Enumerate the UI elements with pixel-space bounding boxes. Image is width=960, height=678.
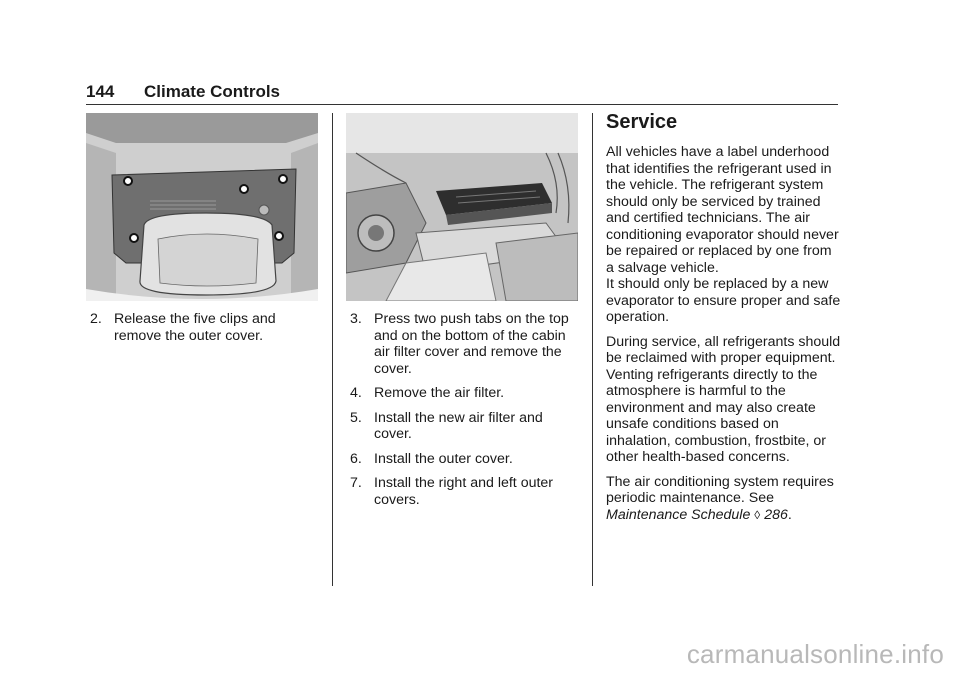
step-5: 5. Install the new air filter and cover.	[350, 409, 543, 442]
column-divider-left	[332, 113, 333, 586]
step-3: 3. Press two push tabs on the top and on the bottom of the cabin air filter cover and remove the cover.	[350, 311, 569, 377]
page-reference-icon: ◊	[754, 507, 761, 522]
page-number: 144	[86, 82, 115, 101]
watermark: carmanualsonline.info	[686, 639, 944, 669]
service-paragraph-2: During service, all refrigerants should be reclaimed with proper equipment. Venting refrigerants directly to the atmosphere is harmful to the environment and may also create unsafe conditions based on inhalation, combustion, frostbite, or other health-based concerns.	[606, 333, 841, 465]
figure-cabin-air-filter	[346, 113, 578, 301]
section-title: Climate Controls	[144, 82, 281, 101]
step-7: 7. Install the right and left outer covers.	[350, 475, 554, 508]
step-2: 2. Release the five clips and remove the outer cover.	[90, 311, 276, 344]
service-paragraph-1: All vehicles have a label underhood that identifies the refrigerant used in the vehicle. The refrigerant system should only be serviced by trained and certified technicians. The air conditioning evaporator should never be repaired or replaced by one from a salvage vehicle.	[606, 144, 839, 276]
service-paragraph-3: The air conditioning system requires periodic maintenance. See Maintenance Schedule ◊ 286.	[606, 473, 834, 523]
service-section	[606, 110, 842, 531]
maintenance-schedule-link[interactable]: Maintenance Schedule ◊ 286	[606, 506, 788, 523]
steps-list-1	[86, 311, 318, 352]
step-4: 4. Remove the air filter.	[350, 385, 505, 401]
figure-outer-cover-clips	[86, 113, 318, 301]
page-header	[86, 82, 838, 105]
column-divider-right	[592, 113, 593, 586]
steps-list-2	[346, 311, 582, 516]
step-6: 6. Install the outer cover.	[350, 450, 513, 467]
service-paragraph-1b: It should only be replaced by a new evaporator to ensure proper and safe operation.	[606, 276, 841, 325]
service-heading: Service	[606, 111, 678, 133]
